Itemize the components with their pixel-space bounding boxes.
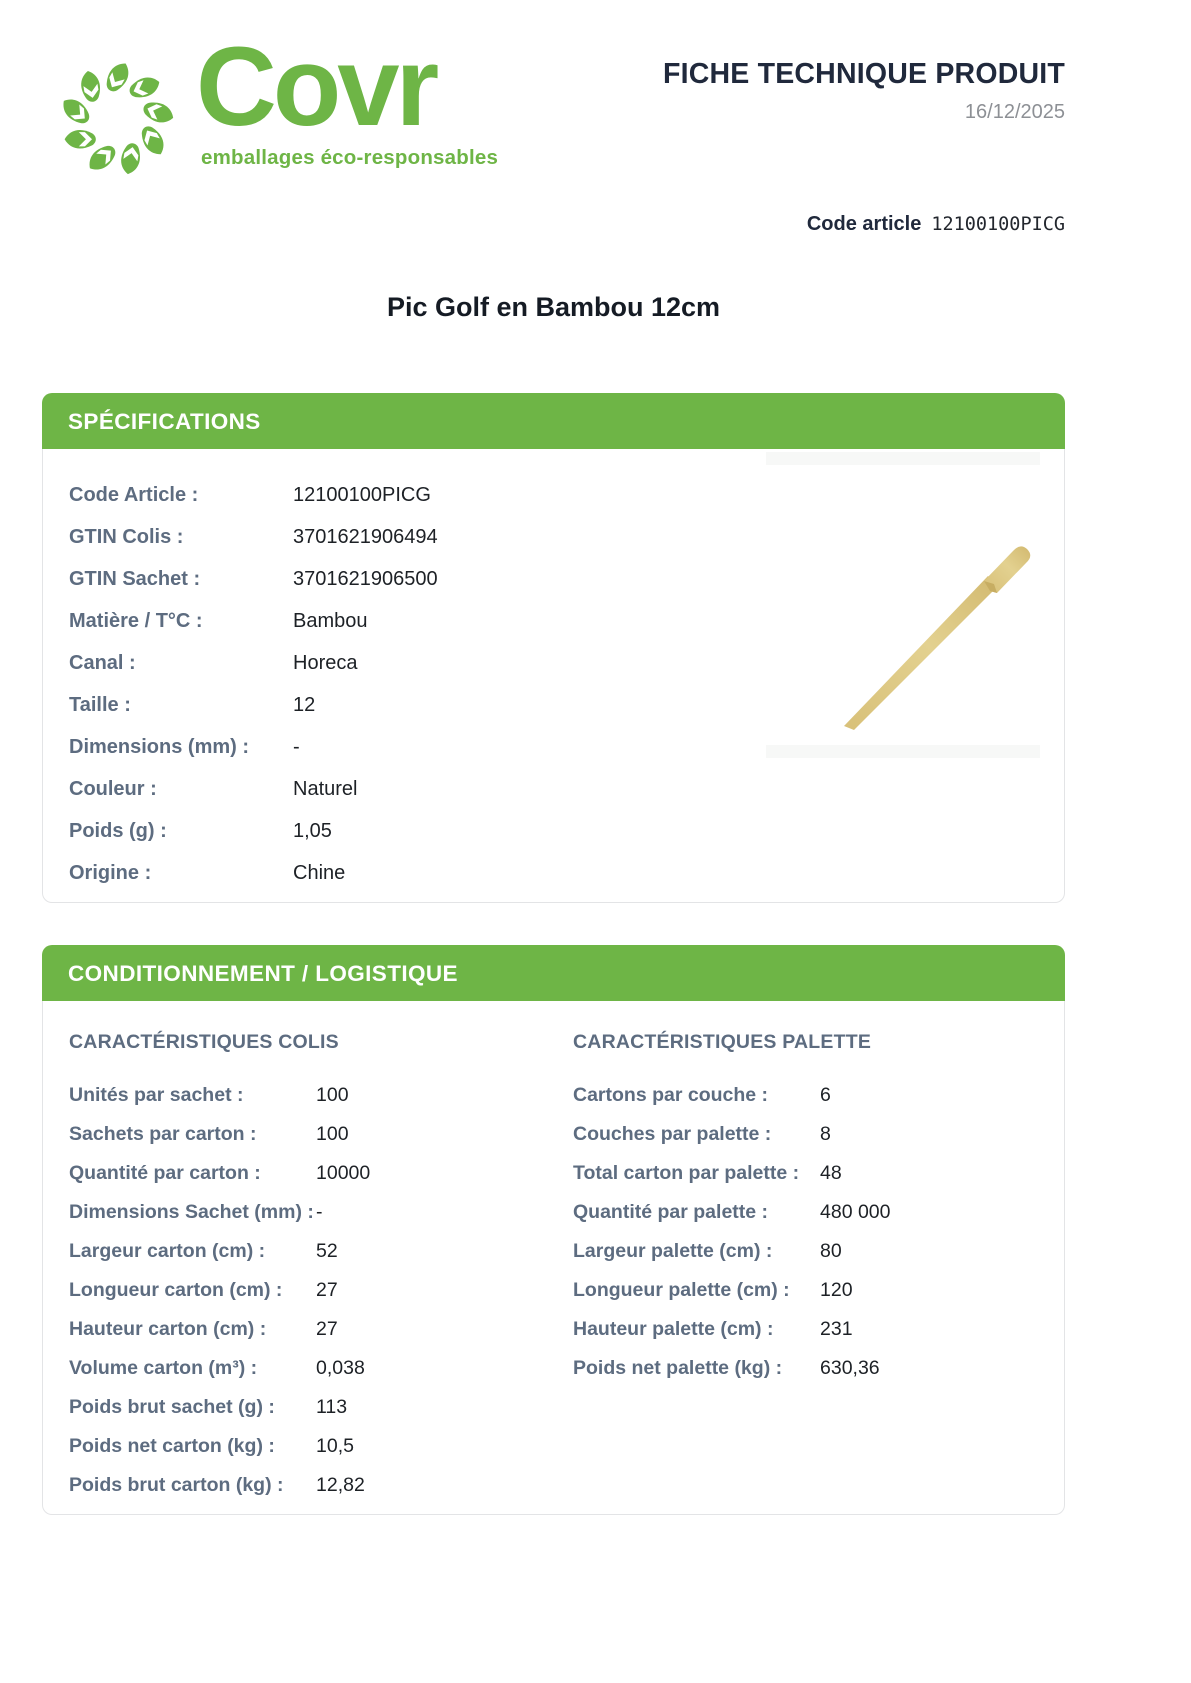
table-row — [573, 1193, 1059, 1232]
row-label: Cartons par couche : — [573, 1084, 769, 1106]
row-value: 12 — [293, 693, 316, 716]
row-value: 100 — [316, 1084, 349, 1106]
code-article-label: Code article — [806, 213, 922, 235]
row-value: - — [316, 1201, 323, 1223]
palette-table — [573, 1076, 1059, 1388]
row-label: Unités par sachet : — [69, 1084, 244, 1106]
table-row — [69, 852, 743, 894]
specifications-table — [43, 449, 743, 894]
table-row — [69, 726, 743, 768]
row-label: Couches par palette : — [573, 1123, 772, 1145]
row-value: 80 — [820, 1240, 842, 1262]
row-label: Matière / T°C : — [69, 609, 203, 632]
colis-heading: CARACTÉRISTIQUES COLIS — [69, 1031, 339, 1053]
row-value: 12100100PICG — [293, 483, 431, 506]
row-value: 120 — [820, 1279, 853, 1301]
table-row — [69, 558, 743, 600]
row-value: 3701621906500 — [293, 567, 438, 590]
row-label: Dimensions Sachet (mm) : — [69, 1201, 314, 1223]
table-row — [69, 1466, 555, 1505]
table-row — [573, 1271, 1059, 1310]
table-row — [69, 1388, 555, 1427]
section-header-specifications: SPÉCIFICATIONS — [42, 393, 1065, 449]
row-label: Largeur carton (cm) : — [69, 1240, 266, 1262]
table-row — [573, 1349, 1059, 1388]
page-title: Pic Golf en Bambou 12cm — [386, 292, 721, 322]
row-value: 231 — [820, 1318, 853, 1340]
row-value: 3701621906494 — [293, 525, 438, 548]
row-value: Chine — [293, 861, 346, 884]
table-row — [69, 1076, 555, 1115]
row-label: Total carton par palette : — [573, 1162, 800, 1184]
table-row — [573, 1232, 1059, 1271]
row-label: Taille : — [69, 693, 131, 716]
row-value: Bambou — [293, 609, 368, 632]
row-label: Hauteur carton (cm) : — [69, 1318, 267, 1340]
code-article-value: 12100100PICG — [931, 214, 1065, 235]
row-value: 0,038 — [316, 1357, 365, 1379]
bamboo-pick-illustration — [766, 452, 1040, 758]
table-row — [69, 1154, 555, 1193]
table-row — [573, 1310, 1059, 1349]
colis-column — [69, 1031, 555, 1505]
row-value: Naturel — [293, 777, 358, 800]
row-value: 100 — [316, 1123, 349, 1145]
row-label: Poids (g) : — [69, 819, 167, 842]
row-label: Code Article : — [69, 483, 199, 506]
table-row — [69, 1271, 555, 1310]
row-value: Horeca — [293, 651, 358, 674]
row-label: Canal : — [69, 651, 136, 674]
table-row — [69, 1115, 555, 1154]
logistics-card — [42, 1001, 1065, 1515]
row-value: 480 000 — [820, 1201, 891, 1223]
row-value: 1,05 — [293, 819, 332, 842]
table-row — [69, 768, 743, 810]
document-title: FICHE TECHNIQUE PRODUIT — [662, 58, 1065, 90]
row-label: GTIN Sachet : — [69, 567, 201, 590]
row-label: Poids net palette (kg) : — [573, 1357, 783, 1379]
product-image-bamboo-pick — [766, 452, 1040, 758]
row-value: 27 — [316, 1318, 338, 1340]
row-value: 113 — [316, 1396, 348, 1418]
table-row — [69, 600, 743, 642]
row-label: Hauteur palette (cm) : — [573, 1318, 774, 1340]
row-value: 630,36 — [820, 1357, 880, 1379]
row-label: Origine : — [69, 861, 152, 884]
table-row — [69, 684, 743, 726]
row-label: Longueur carton (cm) : — [69, 1279, 283, 1301]
row-label: Couleur : — [69, 777, 157, 800]
row-label: Poids net carton (kg) : — [69, 1435, 275, 1457]
row-label: Dimensions (mm) : — [69, 735, 250, 758]
table-row — [573, 1076, 1059, 1115]
row-label: Poids brut carton (kg) : — [69, 1474, 284, 1496]
table-row — [69, 1232, 555, 1271]
row-label: Sachets par carton : — [69, 1123, 257, 1145]
brand-name: Covr — [196, 24, 436, 149]
palette-heading: CARACTÉRISTIQUES PALETTE — [573, 1031, 872, 1053]
code-article-line — [807, 213, 1065, 236]
row-value: 6 — [820, 1084, 831, 1106]
document-date: 16/12/2025 — [964, 101, 1065, 123]
row-value: 48 — [820, 1162, 842, 1184]
row-value: 27 — [316, 1279, 338, 1301]
row-label: Quantité par palette : — [573, 1201, 769, 1223]
row-value: - — [293, 735, 300, 758]
row-value: 12,82 — [316, 1474, 365, 1496]
brand-tagline: emballages éco-responsables — [201, 146, 499, 169]
table-row — [573, 1154, 1059, 1193]
row-label: Quantité par carton : — [69, 1162, 261, 1184]
row-label: Longueur palette (cm) : — [573, 1279, 790, 1301]
table-row — [69, 474, 743, 516]
palette-column — [573, 1031, 1059, 1388]
covr-leaf-logo-icon — [46, 48, 188, 190]
row-label: Volume carton (m³) : — [69, 1357, 258, 1379]
colis-table — [69, 1076, 555, 1505]
section-header-logistics: CONDITIONNEMENT / LOGISTIQUE — [42, 945, 1065, 1001]
table-row — [69, 1310, 555, 1349]
row-label: Largeur palette (cm) : — [573, 1240, 773, 1262]
table-row — [69, 1193, 555, 1232]
table-row — [69, 1427, 555, 1466]
row-value: 8 — [820, 1123, 831, 1145]
table-row — [573, 1115, 1059, 1154]
table-row — [69, 516, 743, 558]
table-row — [69, 642, 743, 684]
row-value: 10000 — [316, 1162, 371, 1184]
row-value: 10,5 — [316, 1435, 354, 1457]
row-value: 52 — [316, 1240, 338, 1262]
table-row — [69, 810, 743, 852]
row-label: GTIN Colis : — [69, 525, 184, 548]
table-row — [69, 1349, 555, 1388]
row-label: Poids brut sachet (g) : — [69, 1396, 275, 1418]
